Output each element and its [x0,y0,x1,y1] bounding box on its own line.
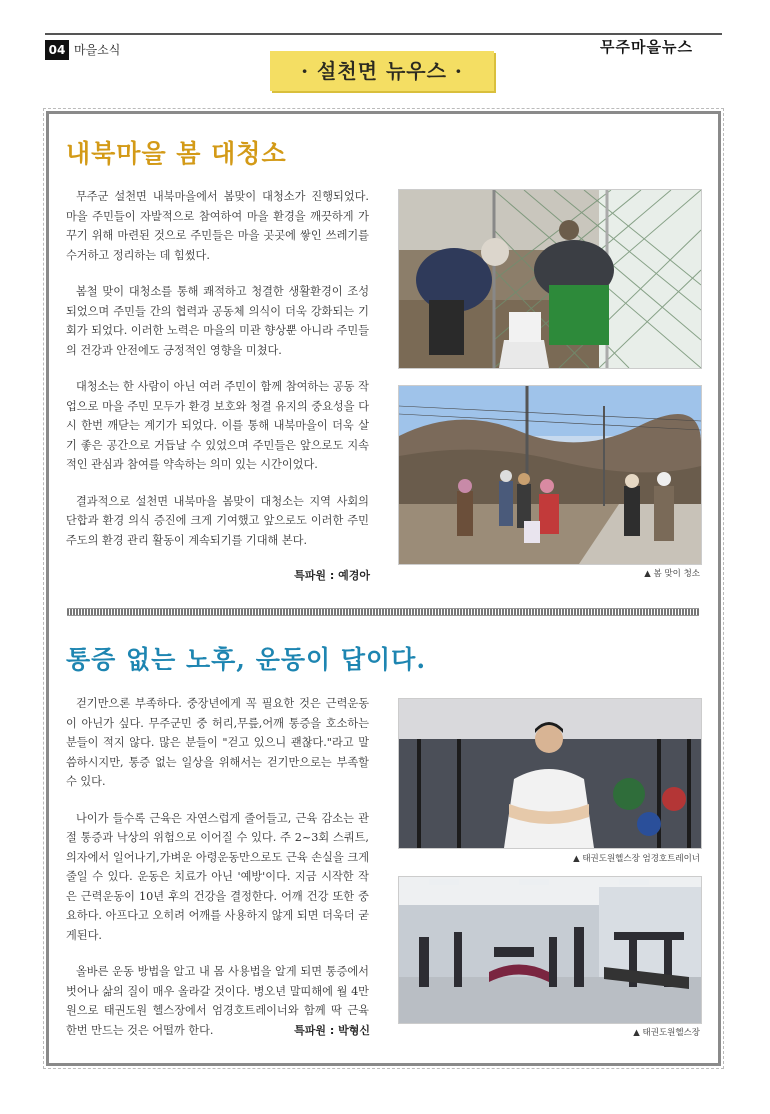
section-name: 마을소식 [74,43,121,57]
article2-title: 통증 없는 노후, 운동이 답이다. [66,645,427,674]
article1-paragraph: 결과적으로 설천면 내북마을 봄맞이 대청소는 지역 사회의 단합과 환경 의식 증진에 크게 기여했고 앞으로도 이러한 주민 주도의 환경 관리 활동이 계속되기를 기대해 본다. [66,494,369,547]
trainer-photo-caption: ▲ 태권도원헬스장 엄경호트레이너 [573,854,700,864]
article1-paragraph: 무주군 설천면 내북마을에서 봄맞이 대청소가 진행되었다. 마을 주민들이 자발적으로 참여하여 마을 환경을 깨끗하게 가꾸기 위해 마련된 것으로 주민들은 마을 곳곳에 쌓인 쓰레기를 수거하고 정리하는 데 힘썼다. [66,190,369,262]
article2-paragraph: 나이가 들수록 근육은 자연스럽게 줄어들고, 근육 감소는 관절 통증과 낙상의 위험으로 이어질 수 있다. 주 2~3회 스쿼트,의자에서 일어나기,가벼운 아령운동만으로도 근육 손실을 크게 줄일 수 있다. 운동은 치료가 아닌 '예방'이다. 지금 시작한 작은 근력운동이 10년 후의 건강을 결정한다. 어깨 건강 또한 중요하다. 아프다고 오히려 어깨를 사용하지 않게 되면 더욱더 굳게된다. [66,811,369,942]
cleanup-photo-road [398,385,702,565]
article1-title: 내북마을 봄 대청소 [66,139,287,168]
cleanup-photo-fence [398,189,702,369]
page-number: 04 [45,40,69,60]
article2-body [66,694,369,1040]
article1-body [66,187,369,550]
article1-paragraph: 봄철 맞이 대청소를 통해 쾌적하고 청결한 생활환경이 조성되었으며 주민들 간의 협력과 공동체 의식이 더욱 강화되는 기회가 되었다. 이러한 노력은 마을의 미관 향상뿐 아니라 주민들의 건강과 안전에도 긍정적인 영향을 미쳤다. [66,285,369,357]
article2-paragraph: 걷기만으론 부족하다. 중장년에게 꼭 필요한 것은 근력운동이 아닌가 싶다. 무주군민 중 허리,무릎,어깨 통증을 호소하는 분들이 적지 않다. 많은 분들이 "걷고 있으니 괜찮다."라고 말씀하시지만, 통증 없는 일상을 위해서는 걷기만으로는 부족할 수 있다. [66,697,369,788]
article1-paragraph: 대청소는 한 사람이 아닌 여러 주민이 함께 참여하는 공동 작업으로 마을 주민 모두가 환경 보호와 청결 유지의 중요성을 다시 한번 깨닫는 계기가 되었다. 이를 통해 내북마을이 더욱 살기 좋은 공간으로 거듭날 수 있었으며 주민들은 앞으로도 지속적인 관심과 참여를 약속하는 의미 있는 시간이었다. [66,380,369,471]
section-banner-title: · 설천면 뉴우스 · [301,59,463,83]
trainer-photo [398,698,702,849]
article2-byline: 특파원 : 박형신 [294,1024,370,1037]
article1-byline: 특파원 : 예경아 [294,569,370,582]
section-divider [67,608,699,616]
article2-paragraph: 올바른 운동 방법을 알고 내 몸 사용법을 알게 되면 통증에서 벗어나 삶의 질이 매우 올라갈 것이다. 병오년 말띠해에 월 4만원으로 태권도원 헬스장에서 엄경호트레이너와 함께 딱 근육 한번 만드는 것은 어떨까 한다. [66,965,369,1037]
top-rule [45,33,722,35]
article1-photo-caption: ▲ 봄 맞이 청소 [644,569,700,579]
gym-photo [398,876,702,1024]
gym-photo-caption: ▲ 태권도원헬스장 [633,1028,700,1038]
masthead-logo: 무주마을뉴스 [600,38,693,56]
